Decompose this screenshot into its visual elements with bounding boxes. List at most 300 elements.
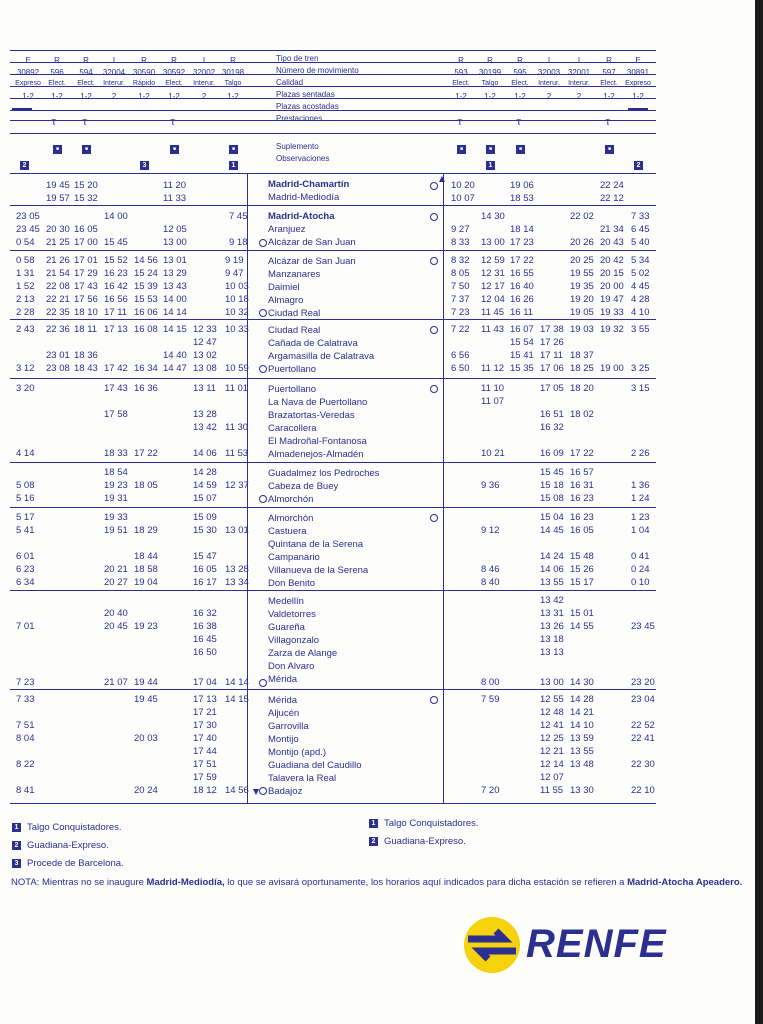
departure-time: 12 48 <box>540 707 564 718</box>
departure-time: 19 31 <box>104 493 128 504</box>
stop-circle-icon <box>259 365 267 373</box>
departure-time: 15 07 <box>193 493 217 504</box>
departure-time: 23 45 <box>16 224 40 235</box>
station-name: Manzanares <box>268 269 321 280</box>
departure-time: 8 04 <box>16 733 35 744</box>
station-name: Madrid-Atocha <box>268 211 335 222</box>
footnote-text: Guadiana-Expreso. <box>384 836 466 847</box>
departure-time: 20 42 <box>600 255 624 266</box>
bar-icon: Ⲧ <box>605 117 611 127</box>
departure-time: 16 40 <box>510 281 534 292</box>
departure-time: 22 02 <box>570 211 594 222</box>
departure-time: 19 32 <box>600 324 624 335</box>
observation-badge: 1 <box>229 161 238 170</box>
right-divider <box>443 173 444 803</box>
departure-time: 15 54 <box>510 337 534 348</box>
departure-time: 15 48 <box>570 551 594 562</box>
departure-time: 19 33 <box>600 307 624 318</box>
departure-time: 7 51 <box>16 720 35 731</box>
departure-time: 21 07 <box>104 677 128 688</box>
departure-time: 20 26 <box>570 237 594 248</box>
header-label-acost: Plazas acostadas <box>276 102 339 111</box>
supplement-icon: ■ <box>486 145 495 154</box>
departure-time: 8 46 <box>481 564 500 575</box>
departure-time: 19 06 <box>510 180 534 191</box>
departure-time: 7 23 <box>451 307 470 318</box>
header-cell-left-pl: 1-2 <box>51 92 63 101</box>
departure-time: 13 13 <box>540 647 564 658</box>
station-name: Ciudad Real <box>268 308 321 319</box>
departure-time: 4 45 <box>631 281 650 292</box>
header-label-num: Número de movimiento <box>276 66 359 75</box>
departure-time: 13 31 <box>540 608 564 619</box>
header-rule <box>10 120 656 121</box>
scan-edge <box>755 0 763 1024</box>
nota-prefix: NOTA: Mientras no se inaugure <box>11 877 147 888</box>
departure-time: 23 45 <box>631 621 655 632</box>
departure-time: 11 53 <box>225 448 249 459</box>
header-cell-right-cal: Elect. <box>511 80 529 87</box>
departure-time: 22 24 <box>600 180 624 191</box>
departure-time: 19 57 <box>46 193 70 204</box>
departure-time: 11 55 <box>540 785 564 796</box>
departure-time: 17 29 <box>74 268 98 279</box>
departure-time: 16 50 <box>193 647 217 658</box>
departure-time: 17 23 <box>510 237 534 248</box>
station-name: Aljucén <box>268 708 300 719</box>
departure-time: 18 29 <box>134 525 158 536</box>
header-cell-right-cal: Interur. <box>568 80 590 87</box>
departure-time: 4 14 <box>16 448 35 459</box>
departure-time: 18 25 <box>570 363 594 374</box>
departure-time: 15 45 <box>540 467 564 478</box>
departure-time: 9 47 <box>225 268 244 279</box>
departure-time: 17 22 <box>570 448 594 459</box>
departure-time: 10 32 <box>225 307 249 318</box>
departure-time: 14 14 <box>225 677 249 688</box>
header-cell-left-num: 30590 <box>132 68 156 77</box>
observation-badge: 1 <box>486 161 495 170</box>
departure-time: 8 05 <box>451 268 470 279</box>
header-cell-left-tipo: I <box>202 56 206 65</box>
departure-time: 15 39 <box>134 281 158 292</box>
header-cell-right-cal: Elect. <box>452 80 470 87</box>
departure-time: 13 18 <box>540 634 564 645</box>
stop-circle-icon <box>430 385 438 393</box>
departure-time: 13 28 <box>193 409 217 420</box>
departure-time: 18 11 <box>74 324 98 335</box>
departure-time: 16 23 <box>570 493 594 504</box>
departure-time: 16 26 <box>510 294 534 305</box>
departure-time: 16 57 <box>570 467 594 478</box>
header-cell-right-num: 30199 <box>478 68 502 77</box>
departure-time: 17 26 <box>540 337 564 348</box>
header-cell-right-cal: Interur. <box>538 80 560 87</box>
departure-time: 9 27 <box>451 224 470 235</box>
departure-time: 17 51 <box>193 759 217 770</box>
header-cell-right-tipo: R <box>517 56 523 65</box>
departure-time: 14 00 <box>163 294 187 305</box>
departure-time: 13 00 <box>540 677 564 688</box>
supplement-icon: ■ <box>53 145 62 154</box>
stop-circle-icon <box>259 309 267 317</box>
supplement-icon: ■ <box>229 145 238 154</box>
footnote-badge: 2 <box>12 841 21 850</box>
observation-badge: 2 <box>20 161 29 170</box>
departure-time: 16 38 <box>193 621 217 632</box>
station-name: Caracollera <box>268 423 317 434</box>
nota-text <box>11 877 742 888</box>
station-name: Almagro <box>268 295 304 306</box>
header-cell-left-pl: 1-2 <box>80 92 92 101</box>
departure-time: 2 13 <box>16 294 35 305</box>
departure-time: 14 28 <box>193 467 217 478</box>
departure-time: 19 20 <box>570 294 594 305</box>
departure-time: 18 12 <box>193 785 217 796</box>
header-cell-left-cal: Rápido <box>132 80 156 87</box>
departure-time: 19 05 <box>570 307 594 318</box>
departure-time: 20 15 <box>600 268 624 279</box>
departure-time: 14 28 <box>570 694 594 705</box>
departure-time: 18 54 <box>104 467 128 478</box>
header-cell-right-pl: 1-2 <box>632 92 644 101</box>
departure-time: 14 56 <box>225 785 249 796</box>
station-name: Guareña <box>268 622 305 633</box>
departure-time: 23 05 <box>16 211 40 222</box>
departure-time: 20 45 <box>104 621 128 632</box>
departure-time: 12 55 <box>540 694 564 705</box>
departure-time: 11 10 <box>481 383 505 394</box>
station-name: Daimiel <box>268 282 300 293</box>
departure-time: 17 04 <box>193 677 217 688</box>
header-label-cal: Calidad <box>276 78 304 87</box>
departure-time: 23 04 <box>631 694 655 705</box>
header-cell-left-num: 32004 <box>102 68 126 77</box>
departure-time: 10 59 <box>225 363 249 374</box>
departure-time: 16 23 <box>104 268 128 279</box>
departure-time: 13 01 <box>225 525 249 536</box>
header-label-sent: Plazas sentadas <box>276 90 335 99</box>
departure-time: 7 33 <box>631 211 650 222</box>
station-name: Almorchón <box>268 494 314 505</box>
footnote-badge: 2 <box>369 837 378 846</box>
departure-time: 16 42 <box>104 281 128 292</box>
departure-time: 18 05 <box>134 480 158 491</box>
station-name: Almadenejos-Almadén <box>268 449 364 460</box>
departure-time: 15 20 <box>74 180 98 191</box>
departure-time: 16 17 <box>193 577 217 588</box>
stop-circle-icon <box>259 495 267 503</box>
departure-time: 12 33 <box>193 324 217 335</box>
departure-time: 1 36 <box>631 480 650 491</box>
departure-time: 19 03 <box>570 324 594 335</box>
departure-time: 15 01 <box>570 608 594 619</box>
departure-time: 10 03 <box>225 281 249 292</box>
departure-time: 19 35 <box>570 281 594 292</box>
station-name: Villagonzalo <box>268 635 320 646</box>
departure-time: 19 45 <box>46 180 70 191</box>
departure-time: 7 01 <box>16 621 35 632</box>
header-cell-left-tipo: I <box>112 56 116 65</box>
station-name: Madrid-Mediodía <box>268 192 340 203</box>
departure-time: 11 07 <box>481 396 505 407</box>
departure-time: 13 48 <box>570 759 594 770</box>
departure-time: 0 24 <box>631 564 650 575</box>
departure-time: 8 22 <box>16 759 35 770</box>
departure-time: 9 19 <box>225 255 244 266</box>
station-name: Montijo (apd.) <box>268 747 327 758</box>
departure-time: 3 25 <box>631 363 650 374</box>
departure-time: 19 45 <box>134 694 158 705</box>
nota-bold-atocha: Madrid-Atocha Apeadero. <box>627 877 743 888</box>
departure-time: 15 41 <box>510 350 534 361</box>
station-name: Medellín <box>268 596 304 607</box>
departure-time: 5 02 <box>631 268 650 279</box>
departure-time: 14 14 <box>163 307 187 318</box>
departure-time: 23 20 <box>631 677 655 688</box>
departure-time: 13 26 <box>540 621 564 632</box>
northbound-arrow-icon <box>439 176 445 182</box>
station-name: Talavera la Real <box>268 773 337 784</box>
station-name: Puertollano <box>268 364 317 375</box>
departure-time: 10 07 <box>451 193 475 204</box>
departure-time: 16 32 <box>193 608 217 619</box>
departure-time: 5 41 <box>16 525 35 536</box>
header-cell-right-cal: Talgo <box>481 80 499 87</box>
departure-time: 17 30 <box>193 720 217 731</box>
station-name: Campanario <box>268 552 320 563</box>
departure-time: 14 30 <box>570 677 594 688</box>
departure-time: 12 17 <box>481 281 505 292</box>
departure-time: 17 59 <box>193 772 217 783</box>
departure-time: 14 15 <box>163 324 187 335</box>
station-name: Mérida <box>268 674 298 685</box>
section-rule <box>10 507 656 508</box>
departure-time: 5 08 <box>16 480 35 491</box>
header-cell-right-cal: Elect. <box>600 80 618 87</box>
departure-time: 17 22 <box>510 255 534 266</box>
departure-time: 8 33 <box>451 237 470 248</box>
section-rule <box>10 590 656 591</box>
departure-time: 11 33 <box>163 193 187 204</box>
departure-time: 0 41 <box>631 551 650 562</box>
departure-time: 22 36 <box>46 324 70 335</box>
bar-icon: Ⲧ <box>457 117 463 127</box>
header-cell-left-pl: 2 <box>201 92 207 101</box>
section-rule <box>10 173 656 174</box>
observation-badge: 2 <box>634 161 643 170</box>
departure-time: 12 59 <box>481 255 505 266</box>
header-cell-right-pl: 1-2 <box>484 92 496 101</box>
departure-time: 9 18 <box>229 237 248 248</box>
bar-icon: Ⲧ <box>51 117 57 127</box>
departure-time: 20 40 <box>104 608 128 619</box>
departure-time: 22 52 <box>631 720 655 731</box>
departure-time: 1 23 <box>631 512 650 523</box>
station-name: Valdetorres <box>268 609 316 620</box>
departure-time: 20 30 <box>46 224 70 235</box>
departure-time: 8 41 <box>16 785 35 796</box>
header-label-tipo: Tipo de tren <box>276 54 319 63</box>
departure-time: 17 56 <box>74 294 98 305</box>
departure-time: 18 58 <box>134 564 158 575</box>
departure-time: 17 21 <box>193 707 217 718</box>
departure-time: 6 50 <box>451 363 470 374</box>
station-name: Villanueva de la Serena <box>268 565 369 576</box>
departure-time: 14 40 <box>163 350 187 361</box>
header-cell-right-tipo: I <box>547 56 551 65</box>
departure-time: 15 24 <box>134 268 158 279</box>
header-cell-left-pl: 1-2 <box>227 92 239 101</box>
departure-time: 16 08 <box>134 324 158 335</box>
departure-time: 20 00 <box>600 281 624 292</box>
header-cell-right-num: 32001 <box>567 68 591 77</box>
departure-time: 15 30 <box>193 525 217 536</box>
header-cell-left-tipo: R <box>83 56 89 65</box>
header-cell-left-num: 32002 <box>192 68 216 77</box>
departure-time: 14 24 <box>540 551 564 562</box>
departure-time: 11 45 <box>481 307 505 318</box>
departure-time: 14 45 <box>540 525 564 536</box>
departure-time: 18 33 <box>104 448 128 459</box>
header-cell-right-num: 593 <box>454 68 468 77</box>
departure-time: 22 10 <box>631 785 655 796</box>
departure-time: 7 50 <box>451 281 470 292</box>
footnote-text: Talgo Conquistadores. <box>384 818 479 829</box>
departure-time: 13 08 <box>193 363 217 374</box>
departure-time: 17 13 <box>193 694 217 705</box>
departure-time: 13 55 <box>570 746 594 757</box>
header-cell-right-pl: 1-2 <box>455 92 467 101</box>
departure-time: 7 20 <box>481 785 500 796</box>
stop-circle-icon <box>430 696 438 704</box>
header-cell-right-num: 30891 <box>626 68 650 77</box>
departure-time: 13 00 <box>163 237 187 248</box>
header-cell-right-num: 597 <box>602 68 616 77</box>
renfe-logo-icon <box>462 915 522 975</box>
station-name: Madrid-Chamartín <box>268 179 350 190</box>
departure-time: 22 08 <box>46 281 70 292</box>
departure-time: 21 54 <box>46 268 70 279</box>
header-cell-left-tipo: R <box>171 56 177 65</box>
departure-time: 15 52 <box>104 255 128 266</box>
supplement-icon: ■ <box>82 145 91 154</box>
departure-time: 17 13 <box>104 324 128 335</box>
header-cell-right-tipo: R <box>606 56 612 65</box>
station-name: Montijo <box>268 734 299 745</box>
header-cell-right-tipo: R <box>458 56 464 65</box>
departure-time: 2 28 <box>16 307 35 318</box>
footnote-badge: 3 <box>12 859 21 868</box>
header-cell-left-cal: Elect. <box>48 80 66 87</box>
departure-time: 10 21 <box>481 448 505 459</box>
departure-time: 4 10 <box>631 307 650 318</box>
departure-time: 11 12 <box>481 363 505 374</box>
departure-time: 10 18 <box>225 294 249 305</box>
departure-time: 7 59 <box>481 694 500 705</box>
header-cell-left-tipo: R <box>141 56 147 65</box>
station-name: Garrovilla <box>268 721 309 732</box>
station-name: Aranjuez <box>268 224 306 235</box>
departure-time: 12 31 <box>481 268 505 279</box>
supplement-icon: ■ <box>170 145 179 154</box>
departure-time: 19 55 <box>570 268 594 279</box>
header-cell-left-pl: 1-2 <box>138 92 150 101</box>
sleeper-train-icon <box>12 104 32 110</box>
departure-time: 18 53 <box>510 193 534 204</box>
departure-time: 22 35 <box>46 307 70 318</box>
header-cell-left-cal: Talgo <box>224 80 242 87</box>
departure-time: 12 14 <box>540 759 564 770</box>
departure-time: 11 01 <box>225 383 249 394</box>
departure-time: 12 41 <box>540 720 564 731</box>
header-label-prest: Prestaciones <box>276 114 323 123</box>
renfe-logo-text: RENFE <box>526 922 667 966</box>
header-cell-left-num: 594 <box>79 68 93 77</box>
departure-time: 16 36 <box>134 383 158 394</box>
stop-circle-icon <box>259 679 267 687</box>
departure-time: 3 20 <box>16 383 35 394</box>
header-cell-right-tipo: E <box>635 56 641 65</box>
departure-time: 15 08 <box>540 493 564 504</box>
stop-circle-icon <box>430 514 438 522</box>
departure-time: 13 42 <box>193 422 217 433</box>
departure-time: 16 34 <box>134 363 158 374</box>
departure-time: 20 25 <box>570 255 594 266</box>
observation-badge: 3 <box>140 161 149 170</box>
departure-time: 10 20 <box>451 180 475 191</box>
departure-time: 10 33 <box>225 324 249 335</box>
departure-time: 0 58 <box>16 255 35 266</box>
departure-time: 16 56 <box>104 294 128 305</box>
departure-time: 20 21 <box>104 564 128 575</box>
header-cell-left-cal: Elect. <box>165 80 183 87</box>
departure-time: 22 21 <box>46 294 70 305</box>
station-name: Mérida <box>268 695 298 706</box>
header-cell-right-pl: 2 <box>576 92 582 101</box>
header-cell-left-num: 30892 <box>16 68 40 77</box>
departure-time: 16 05 <box>74 224 98 235</box>
departure-time: 13 43 <box>163 281 187 292</box>
departure-time: 8 40 <box>481 577 500 588</box>
departure-time: 16 07 <box>510 324 534 335</box>
departure-time: 14 55 <box>570 621 594 632</box>
departure-time: 14 56 <box>134 255 158 266</box>
header-cell-left-pl: 1-2 <box>22 92 34 101</box>
header-cell-left-cal: Expreso <box>15 80 41 87</box>
header-cell-right-pl: 1-2 <box>603 92 615 101</box>
station-name: Alcázar de San Juan <box>268 256 356 267</box>
departure-time: 21 34 <box>600 224 624 235</box>
departure-time: 15 09 <box>193 512 217 523</box>
station-name: Cabeza de Buey <box>268 481 339 492</box>
nota-bold-mediodia: Madrid-Mediodía, <box>146 877 225 888</box>
station-name: Puertollano <box>268 384 317 395</box>
departure-time: 23 01 <box>46 350 70 361</box>
header-rule <box>10 50 656 51</box>
departure-time: 16 23 <box>570 512 594 523</box>
departure-time: 12 25 <box>540 733 564 744</box>
departure-time: 19 51 <box>104 525 128 536</box>
header-cell-left-tipo: R <box>230 56 236 65</box>
header-cell-left-num: 596 <box>50 68 64 77</box>
departure-time: 6 34 <box>16 577 35 588</box>
sleeper-train-icon <box>628 104 648 110</box>
header-cell-right-tipo: I <box>577 56 581 65</box>
departure-time: 16 11 <box>510 307 534 318</box>
departure-time: 5 16 <box>16 493 35 504</box>
station-name: Almorchón <box>268 513 314 524</box>
